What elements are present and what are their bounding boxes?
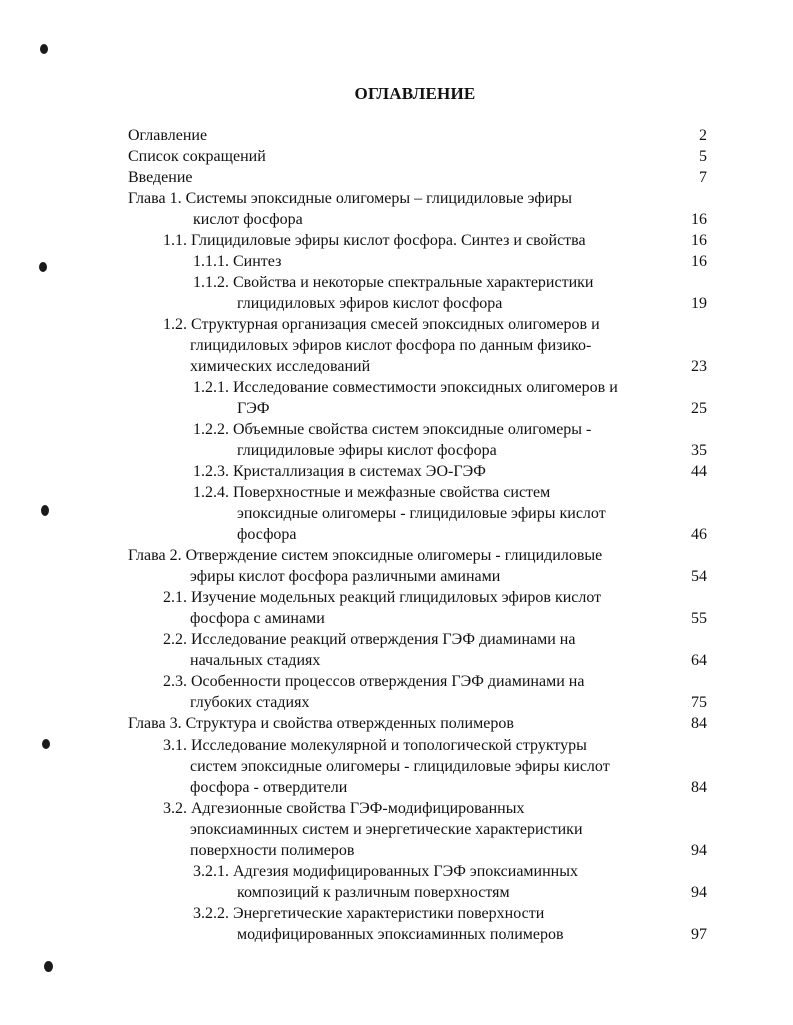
toc-entry-line: Глава 1. Системы эпоксидные олигомеры – глицидиловые эфиры [128,190,573,207]
toc-page-number: 23 [691,358,707,375]
toc-entry-line: фосфора [237,526,297,543]
scan-mark [39,262,47,272]
scan-mark [41,505,49,516]
toc-entry-line: 1.2.2. Объемные свойства систем эпоксидные олигомеры - [193,421,592,438]
toc-page-number: 44 [691,463,707,480]
toc-entry-line: 1.2.1. Исследование совместимости эпоксидных олигомеров и [193,379,618,396]
toc-page-number: 16 [691,232,707,249]
toc-entry-line: 1.2.4. Поверхностные и межфазные свойства систем [193,484,551,501]
toc-entry-line: 3.2.2. Энергетические характеристики поверхности [193,905,545,922]
toc-entry-line: 2.1. Изучение модельных реакций глицидиловых эфиров кислот [163,589,602,606]
toc-entry-line: 1.2.3. Кристаллизация в системах ЭО-ГЭФ [193,463,486,480]
toc-entry-line: 2.2. Исследование реакций отверждения ГЭФ диаминами на [163,631,576,648]
toc-entry-line: 1.1.2. Свойства и некоторые спектральные характеристики [193,274,594,291]
toc-entry-line: глубоких стадиях [190,694,310,711]
toc-page-number: 94 [691,842,707,859]
page-title: ОГЛАВЛЕНИЕ [354,84,476,103]
toc-page-number: 75 [691,694,707,711]
toc-entry-line: 3.1. Исследование молекулярной и топологической структуры [163,737,587,754]
toc-page-number: 64 [691,652,707,669]
toc-page-number: 19 [691,295,707,312]
toc-entry-line: 2.3. Особенности процессов отверждения ГЭФ диаминами на [163,673,585,690]
toc-page-number: 5 [699,148,707,165]
toc-page-number: 97 [691,926,707,943]
toc-entry-line: Оглавление [128,127,208,144]
toc-page-number: 84 [691,779,707,796]
toc-entry-line: композиций к различным поверхностям [237,884,510,901]
toc-entry-line: глицидиловых эфиров кислот фосфора по данным физико- [190,337,592,354]
toc-page-number: 35 [691,442,707,459]
toc-entry-line: Глава 3. Структура и свойства отвержденных полимеров [128,715,514,732]
toc-page-number: 16 [691,253,707,270]
toc-page-number: 94 [691,884,707,901]
toc-entry-line: модифицированных эпоксиаминных полимеров [237,926,564,943]
scan-mark [40,44,48,54]
toc-page-number: 46 [691,526,707,543]
toc-entry-line: 1.1. Глицидиловые эфиры кислот фосфора. Синтез и свойства [163,232,586,249]
toc-page-number: 54 [691,568,707,585]
toc-entry-line: Введение [128,169,193,186]
toc-entry-line: глицидиловых эфиров кислот фосфора [237,295,503,312]
toc-entry-line: кислот фосфора [193,211,303,228]
toc-entry-line: 1.1.1. Синтез [193,253,282,270]
toc-entry-line: Глава 2. Отверждение систем эпоксидные олигомеры - глицидиловые [128,547,603,564]
toc-page-number: 55 [691,610,707,627]
toc-entry-line: глицидиловые эфиры кислот фосфора [237,442,497,459]
toc-entry-line: систем эпоксидные олигомеры - глицидиловые эфиры кислот [190,758,610,775]
toc-entry-line: ГЭФ [237,400,270,417]
toc-entry-line: фосфора - отвердители [190,779,348,796]
toc-page-number: 84 [691,715,707,732]
scan-mark [42,739,50,749]
toc-entry-line: начальных стадиях [190,652,321,669]
toc-entry-line: фосфора с аминами [190,610,325,627]
toc-entry-line: эфиры кислот фосфора различными аминами [190,568,501,585]
toc-entry-line: эпоксидные олигомеры - глицидиловые эфиры кислот [237,505,606,522]
toc-page-number: 2 [699,127,707,144]
toc-entry-line: 3.2.1. Адгезия модифицированных ГЭФ эпоксиаминных [193,863,578,880]
toc-entry-line: Список сокращений [128,148,266,165]
toc-entry-line: 1.2. Структурная организация смесей эпоксидных олигомеров и [163,316,600,333]
toc-page-number: 16 [691,211,707,228]
toc-page-number: 7 [699,169,707,186]
toc-page-number: 25 [691,400,707,417]
toc-entry-line: эпоксиаминных систем и энергетические характеристики [190,821,583,838]
scan-mark [44,961,53,972]
toc-entry-line: химических исследований [190,358,371,375]
toc-entry-line: 3.2. Адгезионные свойства ГЭФ-модифицированных [163,800,525,817]
toc-entry-line: поверхности полимеров [190,842,355,859]
